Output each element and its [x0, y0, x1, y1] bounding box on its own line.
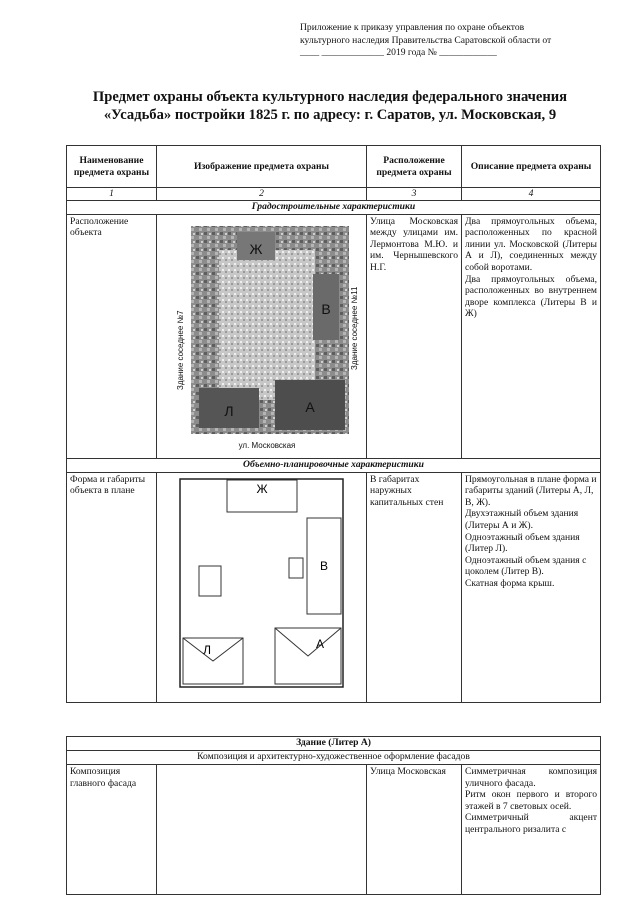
location-desc-2: Два прямоугольных объема, расположенных во внутреннем дворе комплекса (Литеры В и Ж): [465, 273, 597, 320]
facade-desc-1: Симметричная композиция уличного фасада.: [465, 766, 598, 789]
photo-label-street: ул. Московская: [238, 440, 295, 450]
photo-label-zh: Ж: [249, 240, 262, 257]
section-planning-title: Объемно-планировочные характеристики: [67, 458, 601, 472]
photo-label-a: А: [304, 398, 315, 415]
title-line-1: Предмет охраны объекта культурного наследия федерального значения: [92, 89, 568, 105]
location-row: [67, 214, 601, 458]
appendix-note: [300, 22, 600, 60]
building-a-title: Здание (Литер А): [67, 737, 601, 751]
document-title: [40, 88, 620, 124]
photo-label-left: Здание соседнее №7: [175, 310, 185, 390]
aerial-photo: [167, 220, 357, 452]
col-number-3: 3: [367, 188, 462, 201]
facade-image-cell: [157, 765, 367, 895]
facade-desc-2: Ритм окон первого и второго этажей в 7 световых осей.: [465, 789, 598, 812]
location-name: Расположение объекта: [67, 214, 157, 458]
photo-label-v: В: [320, 300, 331, 317]
plan-label-l: Л: [203, 642, 211, 657]
plan-row: [67, 472, 601, 702]
facade-name: Композиция главного фасада: [67, 765, 157, 895]
building-a-subtitle: Композиция и архитектурно-художественное оформление фасадов: [67, 751, 601, 765]
plan-description: [462, 472, 601, 702]
facade-location: Улица Московская: [367, 765, 462, 895]
building-a-table: [66, 736, 601, 895]
photo-label-l: Л: [223, 402, 234, 419]
building-a-title-row: [67, 737, 601, 751]
plan-location-text: В габаритах наружных капитальных стен: [367, 472, 462, 702]
section-urban-row: [67, 200, 601, 214]
plan-label-v: В: [319, 558, 329, 573]
col-number-2: 2: [157, 188, 367, 201]
title-line-2: «Усадьба» постройки 1825 г. по адресу: г. Саратов, ул. Московская, 9: [103, 107, 557, 123]
section-urban-title: Градостроительные характеристики: [67, 200, 601, 214]
plan-desc-4: Одноэтажный объем здания с цоколем (Литер В).: [465, 554, 587, 578]
facade-desc-3: Симметричный акцент центрального ризалита с: [465, 812, 598, 835]
plan-desc-3: Одноэтажный объем здания (Литер Л).: [465, 531, 580, 555]
plan-name: Форма и габариты объекта в плане: [67, 472, 157, 702]
appendix-line-3: ____ _____________ 2019 года № ____________: [300, 47, 497, 58]
col-number-1: 1: [67, 188, 157, 201]
plan-desc-1: Прямоугольная в плане форма и габариты зданий (Литеры А, Л, В, Ж).: [465, 473, 597, 508]
header-row: [67, 146, 601, 188]
facade-description: [462, 765, 601, 895]
building-a-subtitle-row: [67, 751, 601, 765]
section-planning-row: [67, 458, 601, 472]
plan-annex-1: [199, 566, 221, 596]
facade-row: [67, 765, 601, 895]
column-numbers-row: [67, 188, 601, 201]
plan-image-cell: [157, 472, 367, 702]
col-number-4: 4: [462, 188, 601, 201]
location-description: [462, 214, 601, 458]
protection-table: [66, 145, 601, 703]
header-name: Наименование предмета охраны: [67, 146, 157, 188]
photo-label-right: Здание соседнее №11: [349, 286, 359, 370]
plan-label-a: А: [315, 636, 325, 651]
header-description: Описание предмета охраны: [462, 146, 601, 188]
header-image: Изображение предмета охраны: [157, 146, 367, 188]
location-desc-1: Два прямоугольных объема, расположенных по красной линии ул. Московской (Литеры А и Л), соединенных между собой воротами.: [465, 215, 597, 273]
location-image-cell: [157, 214, 367, 458]
site-plan: [179, 478, 344, 688]
plan-label-zh: Ж: [256, 481, 268, 496]
appendix-line-1: Приложение к приказу управления по охране объектов: [300, 22, 525, 33]
photo-courtyard: [219, 250, 315, 400]
plan-desc-5: Скатная форма крыш.: [465, 577, 555, 589]
appendix-line-2: культурного наследия Правительства Саратовской области от: [300, 34, 552, 46]
plan-annex-2: [289, 558, 303, 578]
plan-desc-2: Двухэтажный объем здания (Литеры А и Ж).: [465, 508, 579, 531]
header-location: Расположение предмета охраны: [367, 146, 462, 188]
location-text: Улица Московская между улицами им. Лермонтова М.Ю. и им. Чернышевского Н.Г.: [367, 214, 462, 458]
